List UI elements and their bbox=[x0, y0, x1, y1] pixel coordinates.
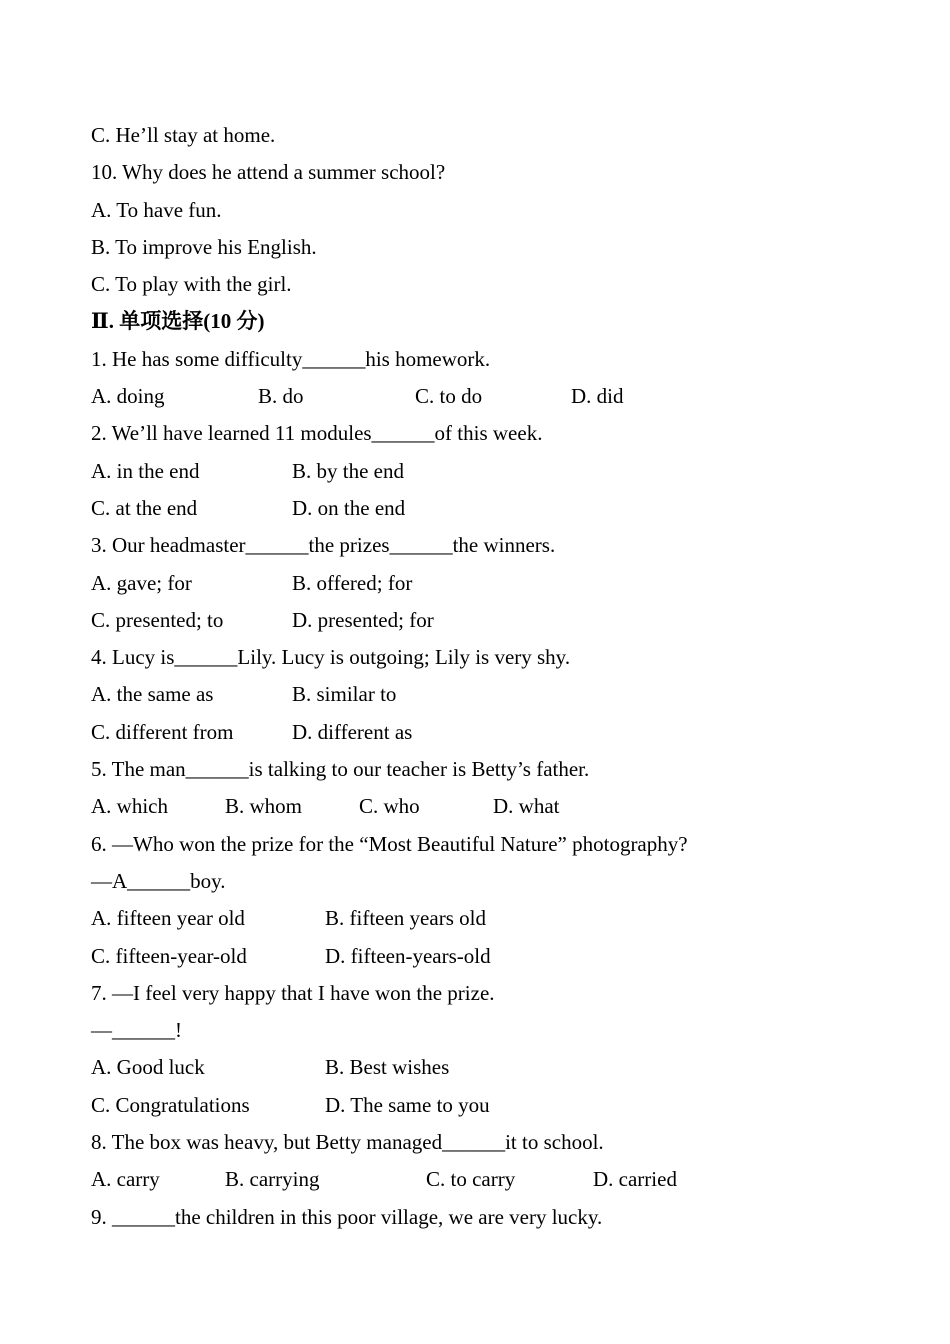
q2-option-a: A. in the end bbox=[91, 458, 200, 483]
q5-option-c: C. who bbox=[359, 794, 420, 819]
document-page bbox=[91, 117, 871, 1236]
q4-question: 4. Lucy is______Lily. Lucy is outgoing; Lily is very shy. bbox=[91, 645, 571, 670]
q4-option-b: B. similar to bbox=[292, 682, 397, 707]
listening-q10-option-a: A. To have fun. bbox=[91, 197, 222, 222]
q3-option-a: A. gave; for bbox=[91, 570, 192, 595]
q8-question: 8. The box was heavy, but Betty managed______it to school. bbox=[91, 1130, 604, 1155]
q3-option-d: D. presented; for bbox=[292, 607, 434, 632]
q7-question: 7. —I feel very happy that I have won the prize. bbox=[91, 980, 495, 1005]
q2-option-c: C. at the end bbox=[91, 495, 198, 520]
q3-options-row1 bbox=[91, 565, 871, 602]
section-heading: Ⅱ. 单项选择(10 分) bbox=[91, 309, 265, 334]
q3-question: 3. Our headmaster______the prizes______the winners. bbox=[91, 533, 556, 558]
q3-options-row2 bbox=[91, 602, 871, 639]
listening-q10-option-c: C. To play with the girl. bbox=[91, 272, 292, 297]
q2-option-d: D. on the end bbox=[292, 495, 406, 520]
q6-option-b: B. fifteen years old bbox=[325, 906, 486, 931]
q2-question: 2. We’ll have learned 11 modules______of this week. bbox=[91, 421, 543, 446]
q2-option-b: B. by the end bbox=[292, 458, 404, 483]
q7-options-row2 bbox=[91, 1087, 871, 1124]
q7-options-row1 bbox=[91, 1049, 871, 1086]
q1-option-c: C. to do bbox=[415, 384, 483, 409]
q3-option-c: C. presented; to bbox=[91, 607, 224, 632]
q5-options bbox=[91, 788, 871, 825]
q8-option-c: C. to carry bbox=[426, 1167, 516, 1192]
q4-option-c: C. different from bbox=[91, 719, 234, 744]
listening-q9-option-c: C. He’ll stay at home. bbox=[91, 123, 276, 147]
q6-options-row2 bbox=[91, 938, 871, 975]
q7-option-b: B. Best wishes bbox=[325, 1055, 450, 1080]
q7-option-a: A. Good luck bbox=[91, 1055, 205, 1080]
q6-reply: —A______boy. bbox=[91, 868, 226, 893]
q7-reply: —______! bbox=[91, 1018, 182, 1043]
q7-option-c: C. Congratulations bbox=[91, 1092, 250, 1117]
q2-options-row2 bbox=[91, 490, 871, 527]
q3-option-b: B. offered; for bbox=[292, 570, 413, 595]
q6-options-row1 bbox=[91, 900, 871, 937]
q1-question: 1. He has some difficulty______his homework. bbox=[91, 346, 491, 371]
q4-option-a: A. the same as bbox=[91, 682, 214, 707]
q5-option-b: B. whom bbox=[225, 794, 303, 819]
q6-question: 6. —Who won the prize for the “Most Beautiful Nature” photography? bbox=[91, 831, 688, 856]
q1-option-b: B. do bbox=[258, 384, 304, 409]
q1-option-d: D. did bbox=[571, 384, 624, 409]
q5-option-d: D. what bbox=[493, 794, 560, 819]
listening-q10-question: 10. Why does he attend a summer school? bbox=[91, 160, 446, 185]
q6-option-c: C. fifteen-year-old bbox=[91, 943, 247, 968]
q1-options bbox=[91, 378, 871, 415]
q5-question: 5. The man______is talking to our teacher is Betty’s father. bbox=[91, 757, 590, 782]
q5-option-a: A. which bbox=[91, 794, 168, 819]
q6-option-a: A. fifteen year old bbox=[91, 906, 245, 931]
q2-options-row1 bbox=[91, 453, 871, 490]
q4-options-row2 bbox=[91, 714, 871, 751]
q4-options-row1 bbox=[91, 676, 871, 713]
q8-option-a: A. carry bbox=[91, 1167, 160, 1192]
q8-options bbox=[91, 1161, 871, 1198]
q8-option-b: B. carrying bbox=[225, 1167, 320, 1192]
q6-option-d: D. fifteen-years-old bbox=[325, 943, 491, 968]
listening-q10-option-b: B. To improve his English. bbox=[91, 234, 317, 259]
q8-option-d: D. carried bbox=[593, 1167, 677, 1192]
q1-option-a: A. doing bbox=[91, 384, 165, 409]
q4-option-d: D. different as bbox=[292, 719, 413, 744]
q9-question: 9. ______the children in this poor village, we are very lucky. bbox=[91, 1204, 603, 1229]
q7-option-d: D. The same to you bbox=[325, 1092, 490, 1117]
